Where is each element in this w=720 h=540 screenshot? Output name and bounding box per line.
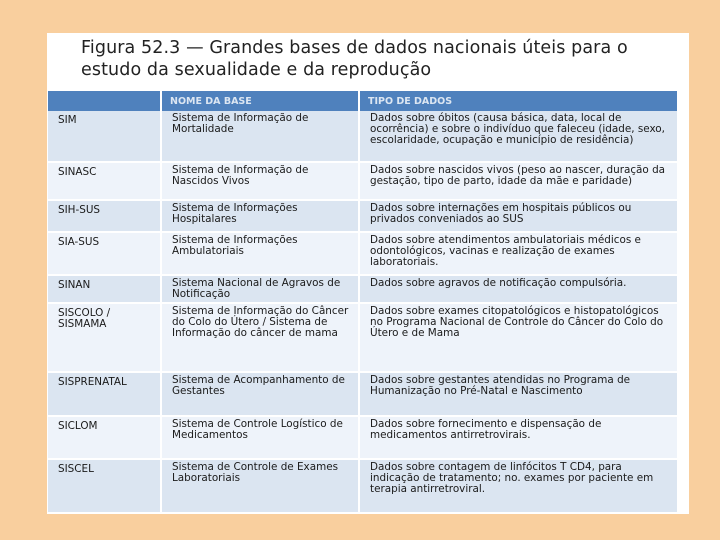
databases-table: [48, 91, 679, 514]
row-base-name: Sistema de Controle de Exames Laboratoriais: [161, 459, 359, 513]
header-base-name: NOME DA BASE: [161, 91, 359, 111]
row-acronym: SICLOM: [48, 416, 161, 459]
row-acronym: SIH-SUS: [48, 200, 161, 232]
row-base-name: Sistema de Informações Ambulatoriais: [161, 232, 359, 275]
row-base-name: Sistema de Acompanhamento de Gestantes: [161, 372, 359, 416]
row-base-name: Sistema de Informações Hospitalares: [161, 200, 359, 232]
row-acronym: SINAN: [48, 275, 161, 303]
table-row: [48, 303, 678, 372]
row-data-type: Dados sobre contagem de linfócitos T CD4, para indicação de tratamento; no. exames por paciente em terapia antirretroviral.: [359, 459, 678, 513]
row-data-type: Dados sobre internações em hospitais públicos ou privados conveniados ao SUS: [359, 200, 678, 232]
row-data-type: Dados sobre exames citopatológicos e histopatológicos no Programa Nacional de Controle do Câncer do Colo do Útero e de Mama: [359, 303, 678, 372]
table-row: [48, 111, 678, 162]
table-row: [48, 275, 678, 303]
row-base-name: Sistema de Informação de Mortalidade: [161, 111, 359, 162]
figure-title: Figura 52.3 — Grandes bases de dados nacionais úteis para o estudo da sexualidade e da reprodução: [81, 38, 628, 80]
table-row: [48, 200, 678, 232]
row-data-type: Dados sobre fornecimento e dispensação de medicamentos antirretrovirais.: [359, 416, 678, 459]
row-base-name: Sistema de Informação do Câncer do Colo do Útero / Sistema de Informação do câncer de mama: [161, 303, 359, 372]
row-acronym: SISCOLO / SISMAMA: [48, 303, 161, 372]
table-row: [48, 372, 678, 416]
table-row: [48, 162, 678, 200]
row-base-name: Sistema de Controle Logístico de Medicamentos: [161, 416, 359, 459]
table-row: [48, 459, 678, 513]
table-row: [48, 232, 678, 275]
row-data-type: Dados sobre agravos de notificação compulsória.: [359, 275, 678, 303]
row-data-type: Dados sobre gestantes atendidas no Programa de Humanização no Pré-Natal e Nascimento: [359, 372, 678, 416]
row-data-type: Dados sobre atendimentos ambulatoriais médicos e odontológicos, vacinas e realização de exames laboratoriais.: [359, 232, 678, 275]
row-acronym: SISPRENATAL: [48, 372, 161, 416]
row-acronym: SIM: [48, 111, 161, 162]
row-data-type: Dados sobre nascidos vivos (peso ao nascer, duração da gestação, tipo de parto, idade da mãe e paridade): [359, 162, 678, 200]
row-acronym: SINASC: [48, 162, 161, 200]
row-data-type: Dados sobre óbitos (causa básica, data, local de ocorrência) e sobre o indivíduo que faleceu (idade, sexo, escolaridade, ocupação e município de residência): [359, 111, 678, 162]
row-base-name: Sistema de Informação de Nascidos Vivos: [161, 162, 359, 200]
table-row: [48, 416, 678, 459]
table-header-row: [48, 91, 678, 111]
header-acronym: [48, 91, 161, 111]
row-acronym: SISCEL: [48, 459, 161, 513]
figure-sheet: [47, 33, 689, 514]
header-data-type: TIPO DE DADOS: [359, 91, 678, 111]
row-base-name: Sistema Nacional de Agravos de Notificação: [161, 275, 359, 303]
row-acronym: SIA-SUS: [48, 232, 161, 275]
